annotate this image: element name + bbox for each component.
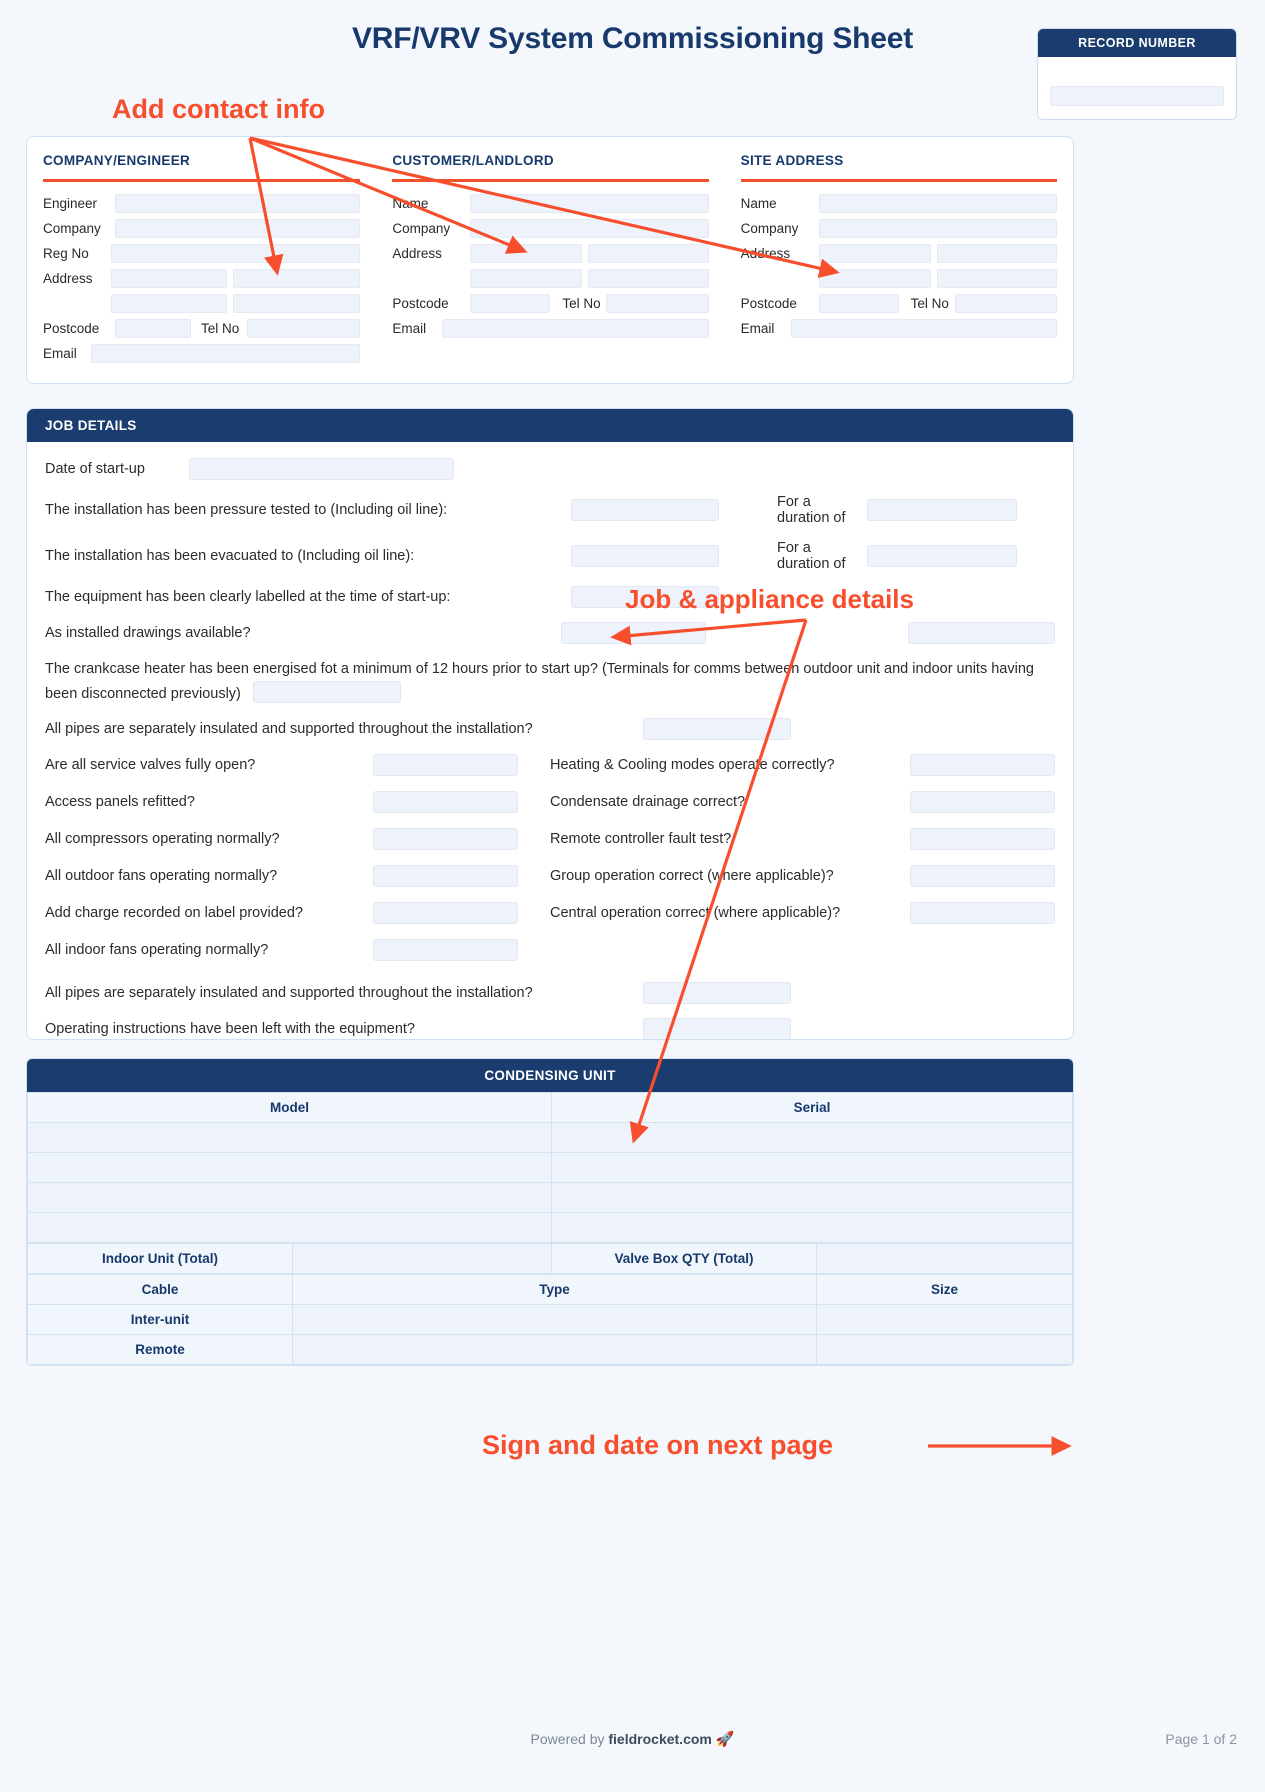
input-drawings-extra[interactable] <box>908 622 1055 644</box>
input-drawings-available[interactable] <box>561 622 706 644</box>
cell-serial[interactable] <box>552 1183 1073 1213</box>
row-operating-instructions <box>45 1018 1055 1040</box>
label-pipes-insulated-1: All pipes are separately insulated and supported throughout the installation? <box>45 721 533 737</box>
row-drawings-available <box>45 622 1055 644</box>
table-header-row-cable <box>28 1275 1073 1305</box>
field-row-address-2 <box>392 269 708 288</box>
page-number: Page 1 of 2 <box>1165 1731 1237 1747</box>
input-address-line2a[interactable] <box>819 269 931 288</box>
input-remote-controller-fault-test[interactable] <box>910 828 1055 850</box>
check-row <box>45 828 550 850</box>
column-header-model: Model <box>28 1093 552 1123</box>
input-duration-evacuated[interactable] <box>867 545 1017 567</box>
label-address: Address <box>43 271 93 286</box>
brand-name: fieldrocket.com <box>608 1731 712 1747</box>
footer <box>0 1730 1265 1754</box>
check-row <box>45 754 550 776</box>
checklist-two-columns <box>45 754 1055 976</box>
field-row-postcode-tel <box>43 319 360 338</box>
label-heating-cooling-modes: Heating & Cooling modes operate correctly? <box>550 757 835 773</box>
input-address-line2b[interactable] <box>588 269 708 288</box>
label-charge-recorded: Add charge recorded on label provided? <box>45 905 303 921</box>
checklist-right-column <box>550 754 1055 976</box>
label-company: Company <box>43 221 101 236</box>
label-equipment-labelled: The equipment has been clearly labelled at the time of start-up: <box>45 589 451 605</box>
input-company[interactable] <box>470 219 708 238</box>
input-name[interactable] <box>470 194 708 213</box>
label-duration-pressure: For a duration of <box>777 494 846 526</box>
field-row-company <box>43 219 360 238</box>
input-heating-cooling-modes[interactable] <box>910 754 1055 776</box>
input-condensate-drainage[interactable] <box>910 791 1055 813</box>
input-valve-box-total[interactable] <box>817 1244 1073 1274</box>
input-remote-type[interactable] <box>293 1335 817 1365</box>
label-reg-no: Reg No <box>43 246 89 261</box>
label-valve-box-total: Valve Box QTY (Total) <box>552 1244 817 1274</box>
input-address-line1b[interactable] <box>233 269 360 288</box>
input-service-valves-open[interactable] <box>373 754 518 776</box>
input-address-line2b[interactable] <box>937 269 1057 288</box>
paragraph-crankcase-heater <box>45 658 1055 706</box>
input-address-line1b[interactable] <box>588 244 708 263</box>
input-group-operation[interactable] <box>910 865 1055 887</box>
field-row-postcode-tel <box>392 294 708 313</box>
table-row <box>28 1153 1073 1183</box>
input-address-line1a[interactable] <box>819 244 931 263</box>
label-crankcase-heater: The crankcase heater has been energised fot a minimum of 12 hours prior to start up? (Terminals for comms between outdoor unit and indoor units having been disconnected previously) <box>45 661 1034 702</box>
cell-serial[interactable] <box>552 1153 1073 1183</box>
input-charge-recorded[interactable] <box>373 902 518 924</box>
check-row <box>45 865 550 887</box>
divider <box>43 179 360 182</box>
input-central-operation[interactable] <box>910 902 1055 924</box>
label-outdoor-fans-normal: All outdoor fans operating normally? <box>45 868 278 884</box>
column-header-size: Size <box>817 1275 1073 1305</box>
label-name: Name <box>392 196 429 211</box>
input-email[interactable] <box>791 319 1057 338</box>
input-tel-no[interactable] <box>247 319 360 338</box>
table-row <box>28 1183 1073 1213</box>
label-remote: Remote <box>28 1335 293 1365</box>
input-address-line2a[interactable] <box>470 269 582 288</box>
input-postcode[interactable] <box>819 294 899 313</box>
input-tel-no[interactable] <box>606 294 708 313</box>
check-row <box>550 791 1055 813</box>
job-details-panel <box>26 408 1074 1040</box>
label-email: Email <box>43 346 77 361</box>
field-row-company <box>741 219 1057 238</box>
field-row-company <box>392 219 708 238</box>
label-company: Company <box>740 221 799 236</box>
column-header-cable: Cable <box>28 1275 293 1305</box>
field-row-address <box>392 244 708 263</box>
column-header-type: Type <box>293 1275 817 1305</box>
label-email: Email <box>740 321 775 336</box>
label-drawings-available: As installed drawings available? <box>45 625 251 641</box>
site-address-column <box>725 137 1073 383</box>
check-row <box>550 828 1055 850</box>
label-tel-no: Tel No <box>201 321 240 336</box>
field-row-address-2 <box>43 294 360 313</box>
cell-serial[interactable] <box>552 1213 1073 1243</box>
field-row-regno <box>43 244 360 263</box>
field-row-address <box>741 244 1057 263</box>
input-remote-size[interactable] <box>817 1335 1073 1365</box>
input-access-panels-refitted[interactable] <box>373 791 518 813</box>
label-compressors-normal: All compressors operating normally? <box>45 831 280 847</box>
row-date-of-startup <box>45 458 1055 480</box>
label-indoor-fans-normal: All indoor fans operating normally? <box>45 942 269 958</box>
divider <box>741 179 1057 182</box>
table-header-row <box>28 1093 1073 1123</box>
cell-serial[interactable] <box>552 1123 1073 1153</box>
input-company[interactable] <box>819 219 1057 238</box>
field-row-email <box>392 319 708 338</box>
table-row <box>28 1305 1073 1335</box>
label-remote-controller-fault-test: Remote controller fault test? <box>550 831 732 847</box>
label-inter-unit: Inter-unit <box>28 1305 293 1335</box>
rocket-icon: 🚀 <box>715 1731 735 1748</box>
label-indoor-unit-total: Indoor Unit (Total) <box>28 1244 293 1274</box>
record-number-input[interactable] <box>1050 86 1224 106</box>
check-row <box>550 754 1055 776</box>
input-address-line1a[interactable] <box>470 244 582 263</box>
checklist-left-column <box>45 754 550 976</box>
input-duration-pressure[interactable] <box>867 499 1017 521</box>
check-row <box>45 791 550 813</box>
field-row-address <box>43 269 360 288</box>
input-outdoor-fans-normal[interactable] <box>373 865 518 887</box>
label-evacuated: The installation has been evacuated to (Including oil line): <box>45 548 415 564</box>
field-row-engineer <box>43 194 360 213</box>
label-access-panels-refitted: Access panels refitted? <box>45 794 195 810</box>
input-postcode[interactable] <box>470 294 550 313</box>
field-row-email <box>43 344 360 363</box>
condensing-unit-table <box>26 1058 1074 1366</box>
input-company[interactable] <box>115 219 360 238</box>
annotation-job-appliance: Job & appliance details <box>625 584 914 614</box>
condensing-unit-header: CONDENSING UNIT <box>27 1059 1073 1092</box>
site-address-title: SITE ADDRESS <box>740 153 844 168</box>
table-row-totals <box>28 1244 1073 1274</box>
label-address: Address <box>740 246 791 261</box>
record-number-box <box>1037 28 1237 120</box>
powered-by <box>0 1730 1265 1748</box>
label-postcode: Postcode <box>43 321 100 336</box>
check-row <box>550 865 1055 887</box>
label-group-operation: Group operation correct (where applicable)? <box>550 868 834 884</box>
record-number-label: RECORD NUMBER <box>1038 29 1236 57</box>
column-header-serial: Serial <box>552 1093 1073 1123</box>
label-tel-no: Tel No <box>562 296 601 311</box>
input-email[interactable] <box>442 319 708 338</box>
check-row <box>45 902 550 924</box>
label-email: Email <box>392 321 427 336</box>
label-condensate-drainage: Condensate drainage correct? <box>550 794 746 810</box>
input-email[interactable] <box>91 344 360 363</box>
customer-landlord-column <box>376 137 724 383</box>
label-company: Company <box>392 221 451 236</box>
field-row-postcode-tel <box>741 294 1057 313</box>
input-date-of-startup[interactable] <box>189 458 454 480</box>
table-row <box>28 1213 1073 1243</box>
cell-model[interactable] <box>28 1123 552 1153</box>
label-central-operation: Central operation correct (where applicable)? <box>550 905 841 921</box>
label-address: Address <box>392 246 442 261</box>
check-row <box>550 902 1055 924</box>
label-name: Name <box>740 196 777 211</box>
label-operating-instructions: Operating instructions have been left with the equipment? <box>45 1021 415 1037</box>
page-title: VRF/VRV System Commissioning Sheet <box>351 22 914 55</box>
input-inter-unit-size[interactable] <box>817 1305 1073 1335</box>
job-details-header: JOB DETAILS <box>27 409 1073 442</box>
label-service-valves-open: Are all service valves fully open? <box>45 757 256 773</box>
input-tel-no[interactable] <box>955 294 1057 313</box>
customer-landlord-title: CUSTOMER/LANDLORD <box>392 153 554 168</box>
row-pressure-tested <box>45 494 1055 526</box>
input-indoor-fans-normal[interactable] <box>373 939 518 961</box>
input-address-line1a[interactable] <box>111 269 227 288</box>
powered-by-text: Powered by <box>530 1731 609 1747</box>
input-postcode[interactable] <box>115 319 191 338</box>
row-evacuated <box>45 540 1055 572</box>
input-reg-no[interactable] <box>111 244 360 263</box>
input-name[interactable] <box>819 194 1057 213</box>
input-compressors-normal[interactable] <box>373 828 518 850</box>
input-crankcase-heater[interactable] <box>253 681 401 703</box>
cell-model[interactable] <box>28 1153 552 1183</box>
cell-model[interactable] <box>28 1213 552 1243</box>
check-row <box>45 939 550 961</box>
input-address-line2a[interactable] <box>111 294 227 313</box>
company-engineer-column <box>27 137 376 383</box>
label-postcode: Postcode <box>392 296 449 311</box>
label-date-of-startup: Date of start-up <box>45 461 145 477</box>
input-evacuated[interactable] <box>571 545 719 567</box>
company-engineer-title: COMPANY/ENGINEER <box>43 153 191 168</box>
table-row <box>28 1335 1073 1365</box>
row-pipes-insulated-1 <box>45 718 1055 740</box>
label-duration-evacuated: For a duration of <box>777 540 846 572</box>
label-pressure-tested: The installation has been pressure tested to (Including oil line): <box>45 502 448 518</box>
annotation-sign-next-page: Sign and date on next page <box>482 1430 834 1460</box>
field-row-address-2 <box>741 269 1057 288</box>
field-row-email <box>741 319 1057 338</box>
label-tel-no: Tel No <box>910 296 949 311</box>
annotation-add-contact: Add contact info <box>112 94 325 124</box>
input-address-line2b[interactable] <box>233 294 360 313</box>
label-engineer: Engineer <box>43 196 98 211</box>
label-pipes-insulated-2: All pipes are separately insulated and supported throughout the installation? <box>45 985 533 1001</box>
input-pipes-insulated-2[interactable] <box>643 982 791 1004</box>
input-engineer[interactable] <box>115 194 360 213</box>
label-postcode: Postcode <box>740 296 797 311</box>
input-inter-unit-type[interactable] <box>293 1305 817 1335</box>
input-indoor-unit-total[interactable] <box>293 1244 552 1274</box>
field-row-name <box>741 194 1057 213</box>
contact-card <box>26 136 1074 384</box>
divider <box>392 179 708 182</box>
input-pressure-tested[interactable] <box>571 499 719 521</box>
input-operating-instructions[interactable] <box>643 1018 791 1040</box>
input-address-line1b[interactable] <box>937 244 1057 263</box>
field-row-name <box>392 194 708 213</box>
row-pipes-insulated-2 <box>45 982 1055 1004</box>
table-row <box>28 1123 1073 1153</box>
cell-model[interactable] <box>28 1183 552 1213</box>
input-pipes-insulated-1[interactable] <box>643 718 791 740</box>
